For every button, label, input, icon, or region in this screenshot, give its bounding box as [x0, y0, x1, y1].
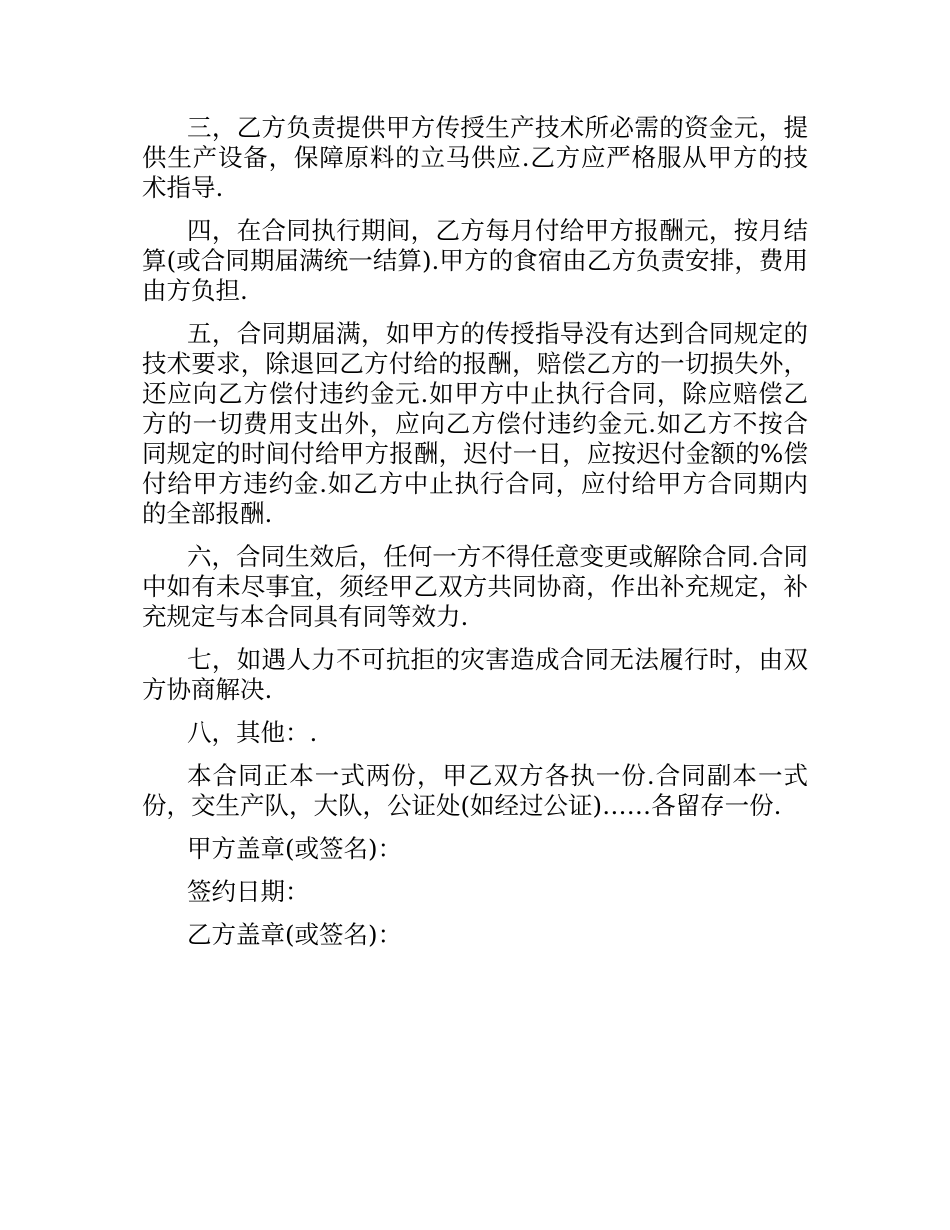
clause-4-payment: 四，在合同执行期间，乙方每月付给甲方报酬元，按月结算(或合同期届满统一结算).甲方的食宿由乙方负责安排，费用由方负担.	[142, 216, 808, 305]
clause-6-modification: 六，合同生效后，任何一方不得任意变更或解除合同.合同中如有未尽事宜，须经甲乙双方共同协商，作出补充规定，补充规定与本合同具有同等效力.	[142, 542, 808, 631]
clause-5-breach: 五，合同期届满，如甲方的传授指导没有达到合同规定的技术要求，除退回乙方付给的报酬，赔偿乙方的一切损失外，还应向乙方偿付违约金元.如甲方中止执行合同，除应赔偿乙方的一切费用支出外，应向乙方偿付违约金元.如乙方不按合同规定的时间付给甲方报酬，迟付一日，应按迟付金额的%偿付给甲方违约金.如乙方中止执行合同，应付给甲方合同期内的全部报酬.	[142, 319, 808, 528]
clause-7-force-majeure: 七，如遇人力不可抗拒的灾害造成合同无法履行时，由双方协商解决.	[142, 645, 808, 704]
signing-date-line: 签约日期：	[187, 877, 310, 906]
clause-3-funding: 三，乙方负责提供甲方传授生产技术所必需的资金元，提供生产设备，保障原料的立马供应.乙方应严格服从甲方的技术指导.	[142, 113, 808, 202]
contract-document	[142, 113, 808, 963]
party-a-signature-line: 甲方盖章(或签名)：	[187, 834, 403, 863]
party-b-signature-line: 乙方盖章(或签名)：	[187, 920, 403, 949]
copies-clause: 本合同正本一式两份，甲乙双方各执一份.合同副本一式份，交生产队，大队，公证处(如经过公证)……各留存一份.	[142, 761, 808, 820]
clause-8-other: 八，其他：.	[187, 718, 318, 747]
